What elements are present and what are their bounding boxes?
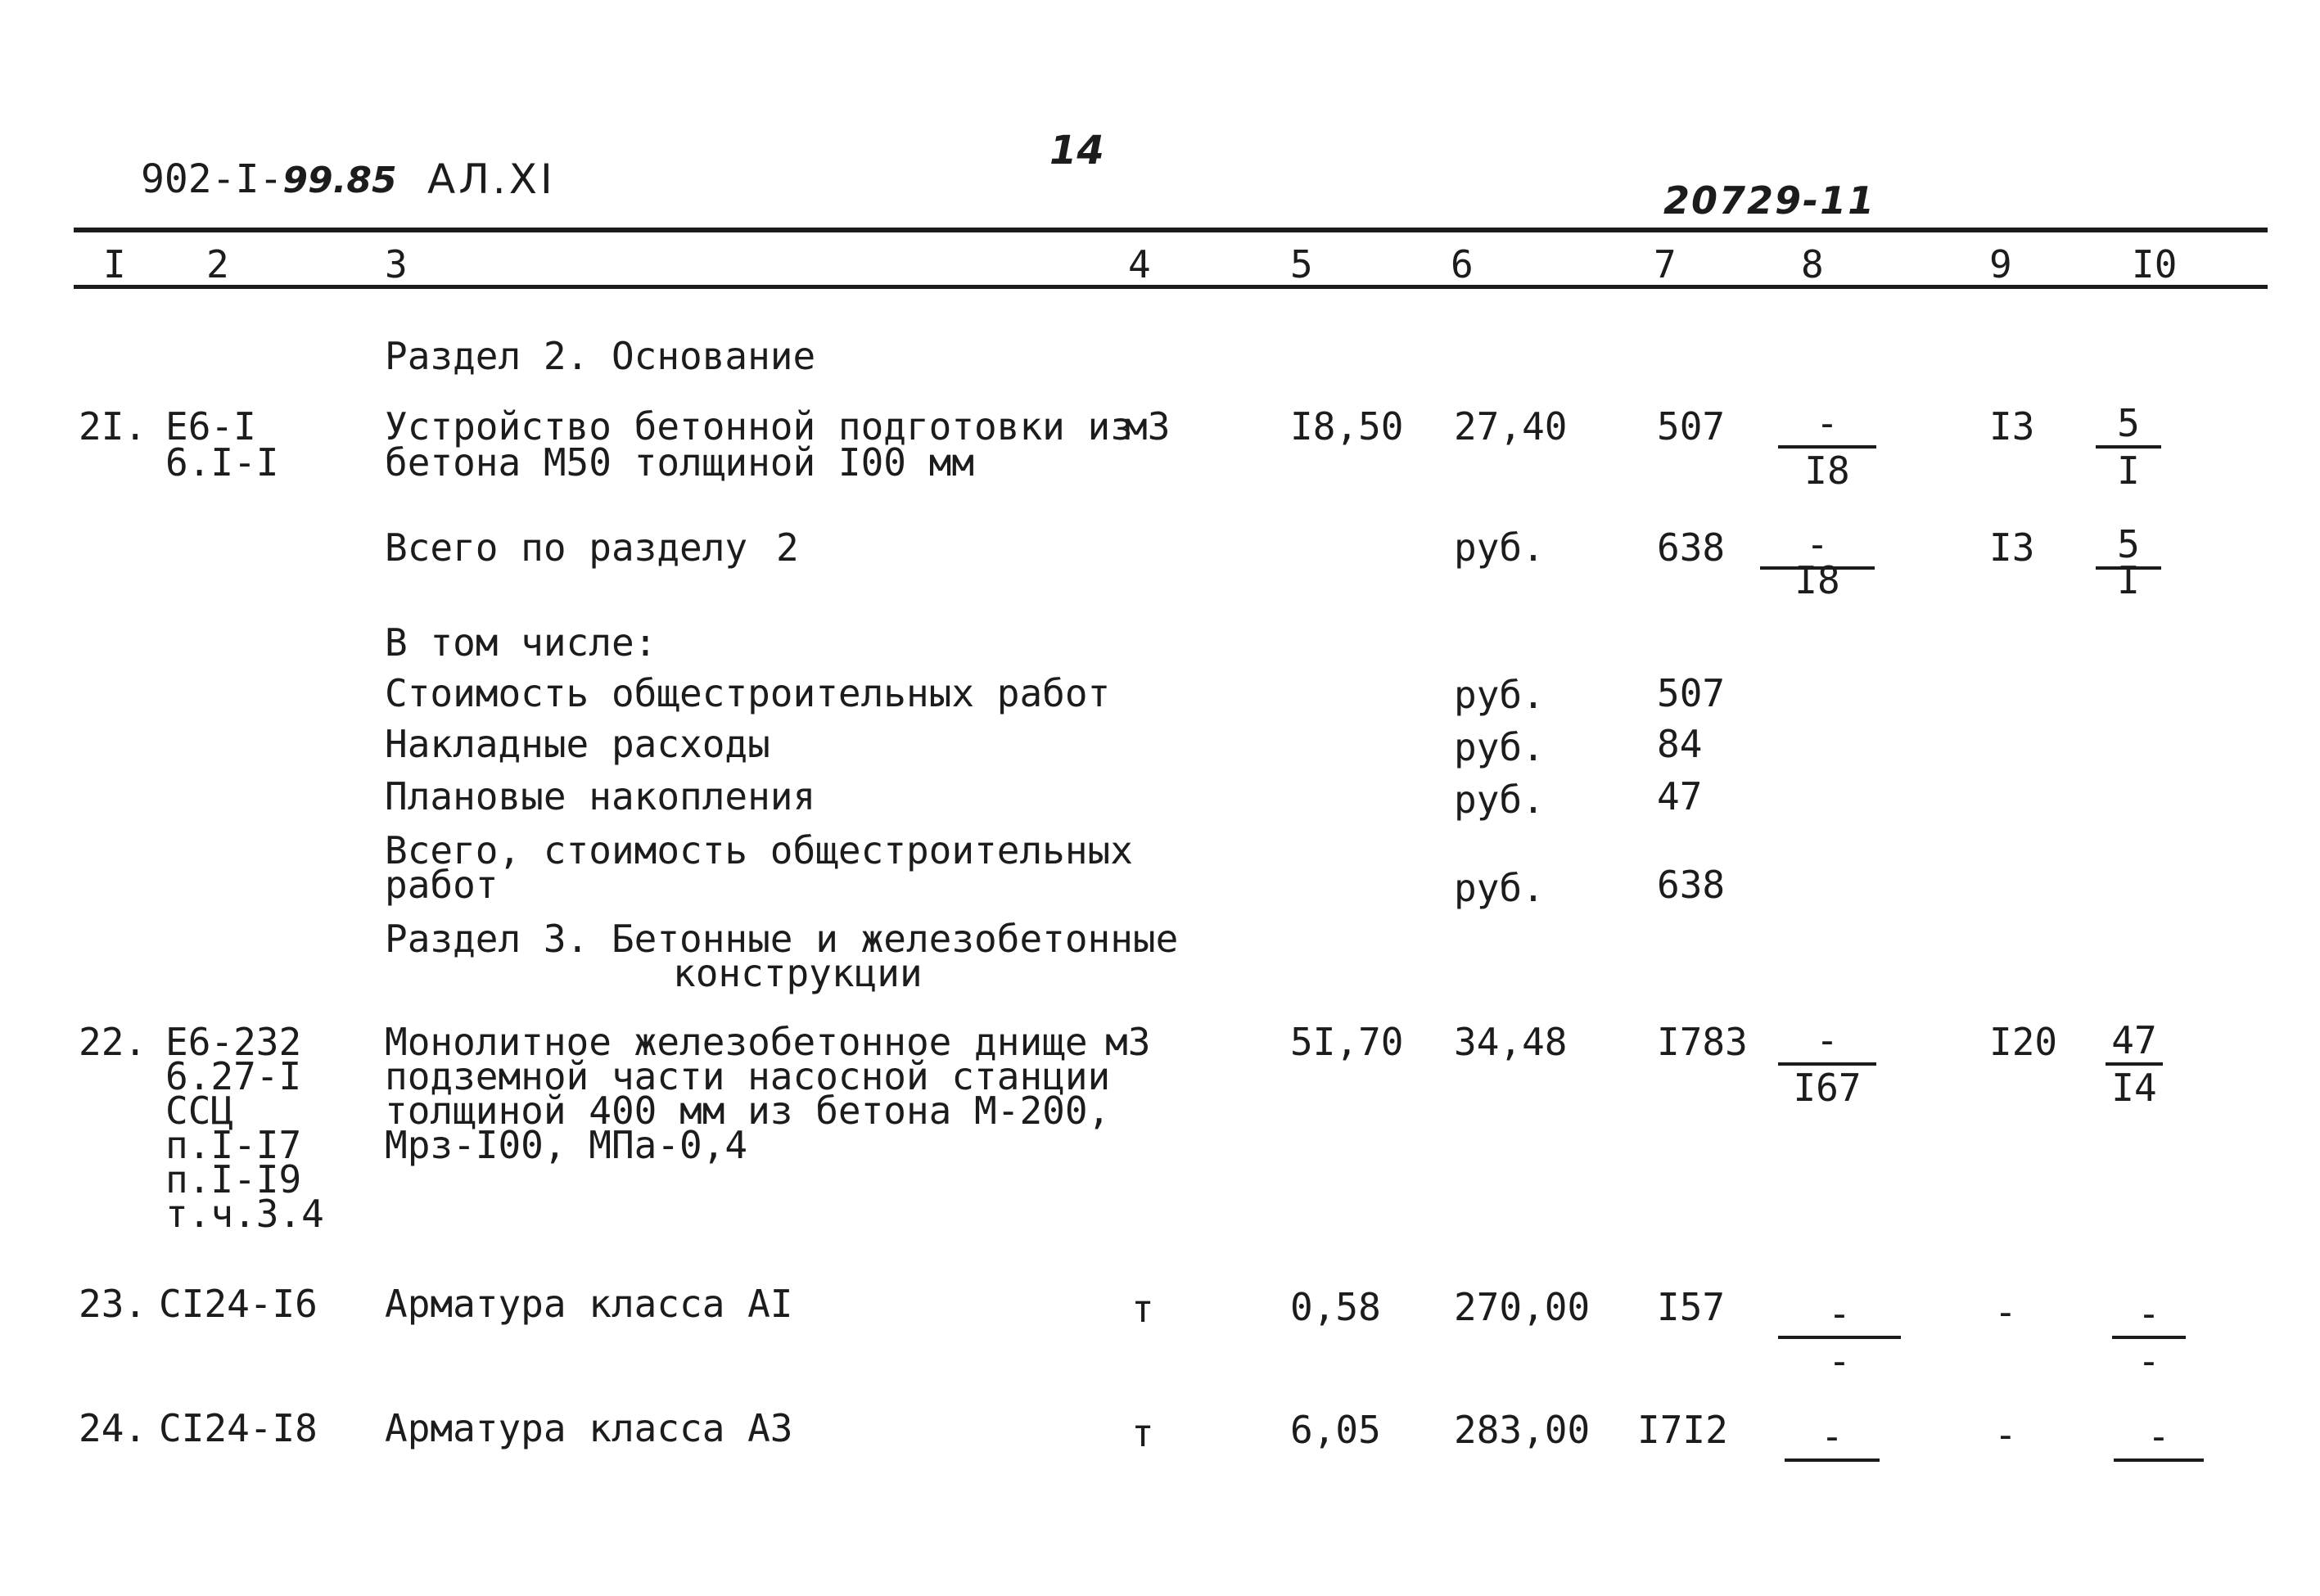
row-23-number: 23. (79, 1282, 147, 1326)
row-22-number: 22. (79, 1020, 147, 1064)
column-header-7: 7 (1654, 242, 1677, 286)
row-21-col8-fraction (1778, 403, 1876, 491)
row-21-desc-line-1: Устройство бетонной подготовки из (385, 404, 1133, 449)
row-22-col8-denominator: I67 (1793, 1066, 1862, 1110)
row-21-code-line-1: Е6-I (165, 404, 256, 449)
row-22-code-line-2: 6.27-I (165, 1054, 302, 1098)
row-24-col8-fraction (1785, 1416, 1880, 1463)
row-22-desc-line-2: подземной части насосной станции (385, 1054, 1111, 1098)
row-23-col9: - (1994, 1290, 2017, 1334)
section-2-total-unit: руб. (1454, 525, 1545, 570)
row-22-desc-line-1: Монолитное железобетонное днище (385, 1020, 1088, 1064)
section-2-total-col8-numerator: - (1806, 522, 1829, 566)
column-header-3: 3 (385, 242, 408, 286)
grand-total-unit: руб. (1454, 866, 1545, 910)
section-3-title-line-1: Раздел 3. Бетонные и железобетонные (385, 917, 1179, 961)
doc-code-printed: 902-I- (141, 156, 283, 202)
breakdown-unit-3: руб. (1454, 778, 1545, 822)
row-24-total: I7I2 (1637, 1408, 1728, 1452)
column-header-2: 2 (206, 242, 229, 286)
column-header-8: 8 (1801, 242, 1824, 286)
row-24-number: 24. (79, 1406, 147, 1450)
row-24-unit-price: 283,00 (1454, 1408, 1591, 1452)
row-21-col10-denominator: I (2117, 449, 2140, 493)
row-22-desc-line-4: Мрз-I00, МПа-0,4 (385, 1123, 748, 1167)
row-23-col8-numerator: - (1828, 1292, 1851, 1336)
row-24-desc: Арматура класса А3 (385, 1406, 793, 1450)
row-22-col10-numerator: 47 (2111, 1018, 2157, 1062)
row-21-unit: м3 (1125, 404, 1171, 449)
row-23-unit-price: 270,00 (1454, 1285, 1591, 1329)
row-22-col10-fraction (2106, 1020, 2163, 1108)
row-22-code-line-5: п.I-I9 (165, 1157, 302, 1202)
row-23-total: I57 (1657, 1285, 1726, 1329)
fraction-bar (2114, 1458, 2204, 1462)
row-22-col8-fraction (1778, 1020, 1876, 1108)
section-2-title: Раздел 2. Основание (385, 334, 816, 378)
row-21-col9: I3 (1989, 404, 2035, 449)
row-24-code: СI24-I8 (159, 1406, 318, 1450)
album-label: АЛ.XI (427, 156, 556, 203)
breakdown-label-1: Стоимость общестроительных работ (385, 671, 1111, 715)
breakdown-value-1: 507 (1657, 671, 1726, 715)
row-23-col10-denominator: - (2137, 1339, 2160, 1383)
row-22-code-line-6: т.ч.3.4 (165, 1192, 324, 1236)
row-23-unit: т (1131, 1287, 1154, 1331)
row-22-col10-denominator: I4 (2111, 1066, 2157, 1110)
section-2-total-col10-fraction (2096, 524, 2161, 601)
row-22-unit: м3 (1105, 1020, 1151, 1064)
breakdown-label-2: Накладные расходы (385, 722, 770, 766)
row-23-col10-fraction (2112, 1293, 2186, 1382)
row-21-col8-denominator: I8 (1804, 449, 1850, 493)
row-22-total: I783 (1657, 1020, 1748, 1064)
row-22-unit-price: 34,48 (1454, 1020, 1568, 1064)
row-21-number: 2I. (79, 404, 147, 449)
section-2-total-section-no: 2 (776, 525, 799, 570)
row-22-code-line-4: п.I-I7 (165, 1123, 302, 1167)
row-22-code-line-3: ССЦ (165, 1089, 234, 1133)
column-header-4: 4 (1128, 242, 1151, 286)
fraction-bar (1785, 1458, 1880, 1462)
row-21-desc-line-2: бетона М50 толщиной I00 мм (385, 440, 975, 485)
breakdown-value-2: 84 (1657, 722, 1703, 766)
section-2-total-col10-denominator: I (2117, 558, 2140, 602)
row-22-desc-line-3: толщиной 400 мм из бетона М-200, (385, 1089, 1111, 1133)
row-24-col10-numerator: - (2147, 1414, 2170, 1458)
row-21-col10-numerator: 5 (2117, 401, 2140, 445)
row-22-quantity: 5I,70 (1290, 1020, 1404, 1064)
breakdown-value-3: 47 (1657, 774, 1703, 818)
column-header-5: 5 (1290, 242, 1313, 286)
breakdown-unit-2: руб. (1454, 725, 1545, 769)
section-2-total-col8-fraction (1760, 524, 1875, 601)
grand-total-label-line-1: Всего, стоимость общестроительных (385, 828, 1133, 872)
section-2-total-col8-denominator: I8 (1794, 558, 1840, 602)
section-2-total-value: 638 (1657, 525, 1726, 570)
column-header-1: I (103, 242, 126, 286)
doc-number: 20729-11 (1663, 178, 1876, 223)
row-23-desc: Арматура класса АI (385, 1282, 793, 1326)
column-header-9: 9 (1989, 242, 2012, 286)
grand-total-value: 638 (1657, 863, 1726, 907)
row-22-col9: I20 (1989, 1020, 2058, 1064)
row-23-col10-numerator: - (2137, 1292, 2160, 1336)
section-2-total-col10-numerator: 5 (2117, 522, 2140, 566)
row-23-quantity: 0,58 (1290, 1285, 1381, 1329)
breakdown-label-3: Плановые накопления (385, 774, 816, 818)
row-24-col9: - (1994, 1413, 2017, 1457)
header-top-rule (74, 228, 2268, 232)
row-21-col10-fraction (2096, 403, 2161, 491)
row-24-col10-fraction (2114, 1416, 2204, 1463)
row-24-unit: т (1131, 1411, 1154, 1455)
page-number: 14 (1049, 128, 1104, 174)
section-2-total-col9: I3 (1989, 525, 2035, 570)
row-22-col8-numerator: - (1816, 1018, 1839, 1062)
row-21-col8-numerator: - (1816, 401, 1839, 445)
row-23-col8-denominator: - (1828, 1339, 1851, 1383)
column-header-10: I0 (2132, 242, 2178, 286)
row-24-col8-numerator: - (1821, 1414, 1844, 1458)
section-2-total-label: Всего по разделу (385, 525, 748, 570)
row-21-code-line-2: 6.I-I (165, 440, 279, 485)
breakdown-unit-1: руб. (1454, 673, 1545, 717)
row-23-code: СI24-I6 (159, 1282, 318, 1326)
row-21-total: 507 (1657, 404, 1726, 449)
row-23-col8-fraction (1778, 1293, 1901, 1382)
row-21-quantity: I8,50 (1290, 404, 1404, 449)
including-label: В том числе: (385, 620, 657, 665)
doc-code (141, 156, 397, 202)
row-21-unit-price: 27,40 (1454, 404, 1568, 449)
row-24-quantity: 6,05 (1290, 1408, 1381, 1452)
doc-code-handwritten: 99.85 (282, 160, 397, 201)
row-22-code-line-1: Е6-232 (165, 1020, 302, 1064)
column-header-6: 6 (1451, 242, 1474, 286)
section-3-title-line-2: конструкции (673, 951, 923, 995)
grand-total-label-line-2: работ (385, 863, 499, 907)
